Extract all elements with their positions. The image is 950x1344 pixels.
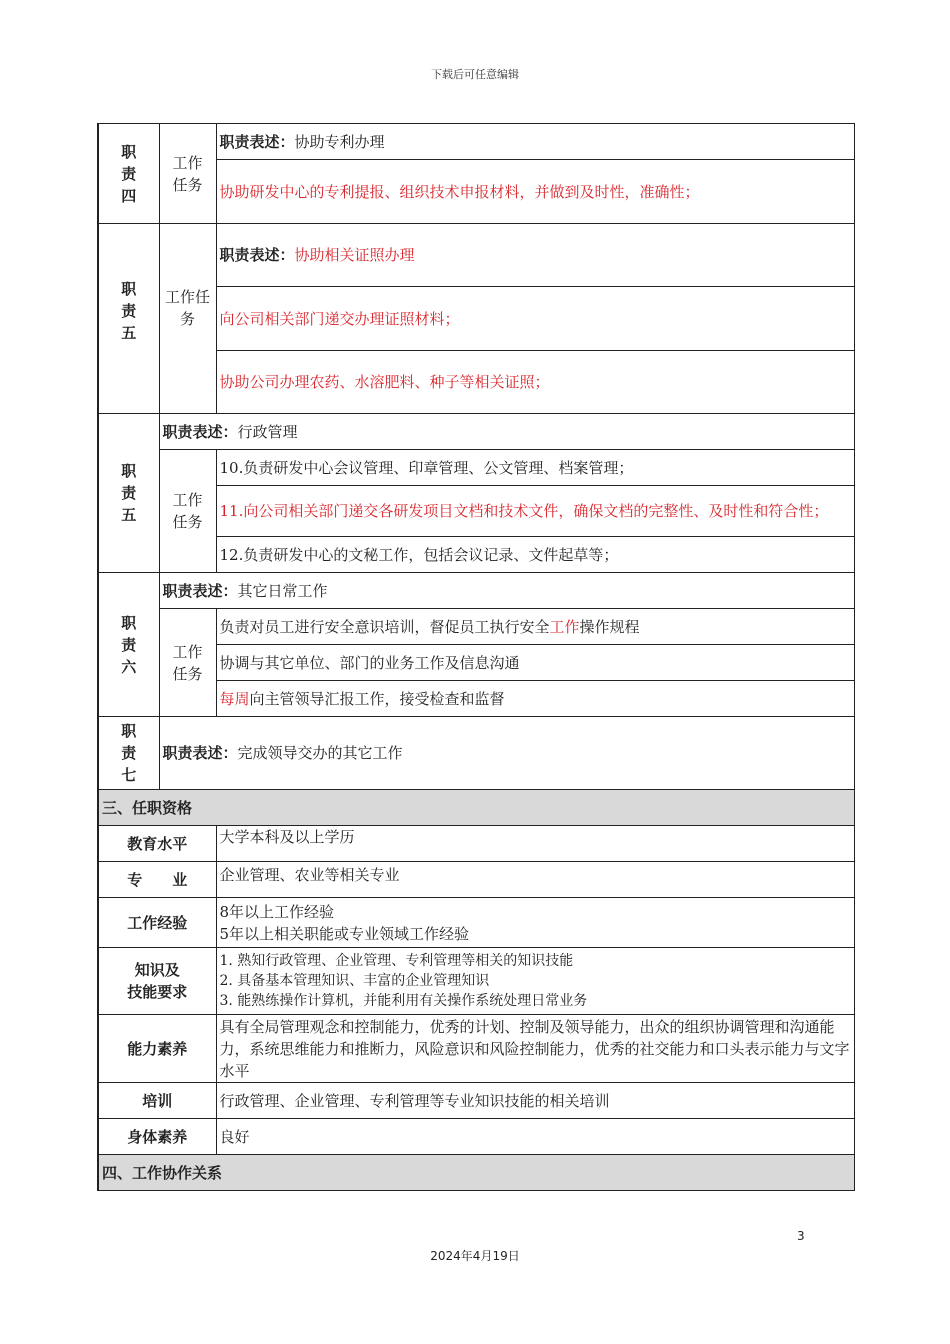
duty5a-label: 职 责 五 [98, 224, 159, 414]
experience-line: 8年以上工作经验 [219, 902, 335, 921]
page-number: 3 [797, 1229, 805, 1243]
duty6-desc: 职责表述：其它日常工作 [159, 573, 854, 609]
duty4-task-label: 工作 任务 [159, 124, 216, 224]
duty6-label: 职 责 六 [98, 573, 159, 717]
duty4-label: 职 责 四 [98, 124, 159, 224]
knowledge-line: 3. 能熟练操作计算机，并能利用有关操作系统处理日常业务 [219, 993, 588, 1009]
duty7-desc: 职责表述：完成领导交办的其它工作 [159, 717, 854, 790]
major-label: 专 业 [98, 862, 216, 898]
duty6-task3: 每周向主管领导汇报工作，接受检查和监督 [216, 681, 854, 717]
duty5a-desc: 职责表述：协助相关证照办理 [216, 224, 854, 287]
duty5a-task2: 协助公司办理农药、水溶肥料、种子等相关证照； [216, 351, 854, 414]
knowledge-value [216, 948, 854, 1015]
duty5a-task1: 向公司相关部门递交办理证照材料； [216, 287, 854, 351]
duty6-task1: 负责对员工进行安全意识培训，督促员工执行安全工作操作规程 [216, 609, 854, 645]
duty4-task1: 协助研发中心的专利提报、组织技术申报材料，并做到及时性，准确性； [216, 160, 854, 224]
education-value: 大学本科及以上学历 [216, 826, 854, 862]
knowledge-line: 1. 熟知行政管理、企业管理、专利管理等相关的知识技能 [219, 953, 574, 969]
job-description-table [97, 123, 855, 1191]
duty5b-task2: 11.向公司相关部门递交各研发项目文档和技术文件，确保文档的完整性、及时性和符合性； [216, 486, 854, 537]
duty5b-desc: 职责表述：行政管理 [159, 414, 854, 450]
training-label: 培训 [98, 1083, 216, 1119]
duty5b-label: 职 责 五 [98, 414, 159, 573]
section3-heading: 三、任职资格 [98, 790, 854, 826]
physical-value: 良好 [216, 1119, 854, 1155]
duty4-desc: 职责表述：协助专利办理 [216, 124, 854, 160]
footer-date: 2024年4月19日 [430, 1249, 520, 1263]
ability-value: 具有全局管理观念和控制能力，优秀的计划、控制及领导能力，出众的组织协调管理和沟通能力，系统思维能力和推断力，风险意识和风险控制能力，优秀的社交能力和口头表示能力与文字水平 [216, 1015, 854, 1083]
experience-line: 5年以上相关职能或专业领域工作经验 [219, 924, 470, 943]
knowledge-line: 2. 具备基本管理知识、丰富的企业管理知识 [219, 973, 490, 989]
ability-label: 能力素养 [98, 1015, 216, 1083]
duty5b-task-label: 工作 任务 [159, 450, 216, 573]
duty5b-task1: 10.负责研发中心会议管理、印章管理、公文管理、档案管理； [216, 450, 854, 486]
experience-label: 工作经验 [98, 898, 216, 948]
header-note: 下载后可任意编辑 [431, 68, 519, 81]
duty6-task2: 协调与其它单位、部门的业务工作及信息沟通 [216, 645, 854, 681]
training-value: 行政管理、企业管理、专利管理等专业知识技能的相关培训 [216, 1083, 854, 1119]
education-label: 教育水平 [98, 826, 216, 862]
section4-heading: 四、工作协作关系 [98, 1155, 854, 1191]
duty5b-task3: 12.负责研发中心的文秘工作，包括会议记录、文件起草等； [216, 537, 854, 573]
duty6-task-label: 工作 任务 [159, 609, 216, 717]
major-value: 企业管理、农业等相关专业 [216, 862, 854, 898]
experience-value [216, 898, 854, 948]
duty5a-task-label: 工作任 务 [159, 224, 216, 414]
duty7-label: 职 责 七 [98, 717, 159, 790]
physical-label: 身体素养 [98, 1119, 216, 1155]
knowledge-label: 知识及 技能要求 [98, 948, 216, 1015]
